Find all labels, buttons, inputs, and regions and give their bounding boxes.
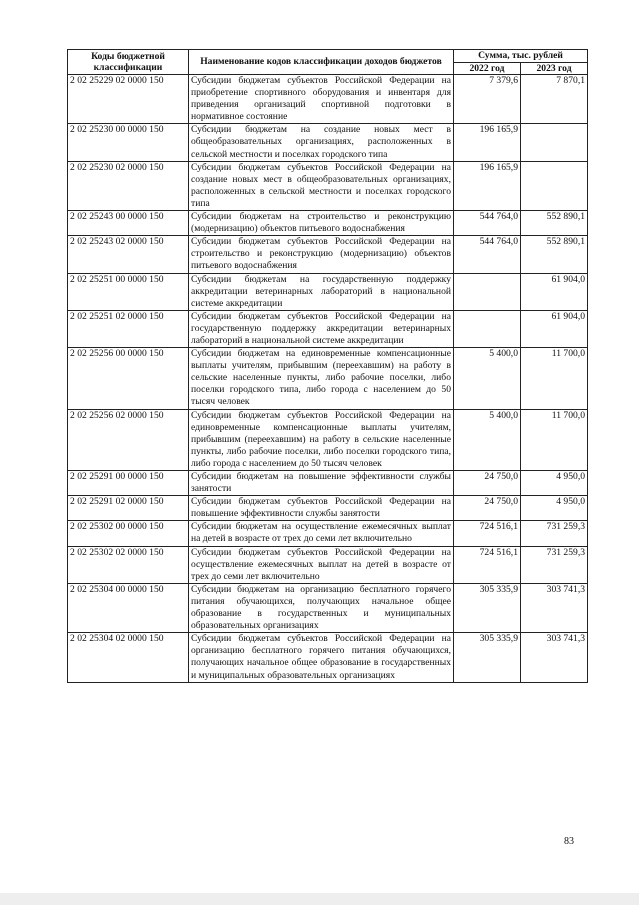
name-cell: Субсидии бюджетам на повышение эффективности службы занятости <box>189 471 454 496</box>
scan-bottom-edge <box>0 893 639 905</box>
amount-2022-cell: 196 165,9 <box>454 161 521 210</box>
amount-2023-cell: 4 950,0 <box>521 496 588 521</box>
table-row <box>68 546 588 583</box>
table-row <box>68 273 588 310</box>
name-cell: Субсидии бюджетам на строительство и реконструкцию (модернизацию) объектов питьевого водоснабжения <box>189 211 454 236</box>
amount-2022-cell: 544 764,0 <box>454 211 521 236</box>
header-names: Наименование кодов классификации доходов бюджетов <box>189 50 454 75</box>
table-row <box>68 310 588 347</box>
table-row <box>68 633 588 682</box>
amount-2022-cell: 724 516,1 <box>454 521 521 546</box>
amount-2023-cell: 731 259,3 <box>521 546 588 583</box>
amount-2023-cell: 7 870,1 <box>521 75 588 124</box>
amount-2023-cell: 303 741,3 <box>521 633 588 682</box>
name-cell: Субсидии бюджетам субъектов Российской Федерации на повышение эффективности службы занятости <box>189 496 454 521</box>
amount-2022-cell: 5 400,0 <box>454 348 521 409</box>
code-cell: 2 02 25251 00 0000 150 <box>68 273 189 310</box>
amount-2023-cell: 4 950,0 <box>521 471 588 496</box>
name-cell: Субсидии бюджетам субъектов Российской Федерации на приобретение спортивного оборудования и инвентаря для приведения организаций спортивной подготовки в нормативное состояние <box>189 75 454 124</box>
amount-2023-cell: 61 904,0 <box>521 310 588 347</box>
code-cell: 2 02 25243 00 0000 150 <box>68 211 189 236</box>
name-cell: Субсидии бюджетам на единовременные компенсационные выплаты учителям, прибывшим (переехавшим) на работу в сельские населенные пункты, либо рабочие поселки, либо поселки городского типа, либо города с населением до 50 тысяч человек <box>189 348 454 409</box>
name-cell: Субсидии бюджетам субъектов Российской Федерации на строительство и реконструкцию (модернизацию) объектов питьевого водоснабжения <box>189 236 454 273</box>
code-cell: 2 02 25230 00 0000 150 <box>68 124 189 161</box>
amount-2022-cell: 724 516,1 <box>454 546 521 583</box>
budget-revenue-table <box>67 49 588 683</box>
amount-2023-cell: 552 890,1 <box>521 211 588 236</box>
name-cell: Субсидии бюджетам субъектов Российской Федерации на осуществление ежемесячных выплат на детей в возрасте от трех до семи лет включительно <box>189 546 454 583</box>
name-cell: Субсидии бюджетам субъектов Российской Федерации на создание новых мест в общеобразовательных организациях, расположенных в сельской местности и поселках городского типа <box>189 161 454 210</box>
name-cell: Субсидии бюджетам на организацию бесплатного горячего питания обучающихся, получающих начальное общее образование в государственных и муниципальных образовательных организациях <box>189 583 454 632</box>
code-cell: 2 02 25256 02 0000 150 <box>68 409 189 470</box>
amount-2022-cell: 24 750,0 <box>454 471 521 496</box>
code-cell: 2 02 25302 00 0000 150 <box>68 521 189 546</box>
table-row <box>68 496 588 521</box>
table-row <box>68 236 588 273</box>
amount-2023-cell: 552 890,1 <box>521 236 588 273</box>
table-row <box>68 124 588 161</box>
code-cell: 2 02 25230 02 0000 150 <box>68 161 189 210</box>
amount-2023-cell: 731 259,3 <box>521 521 588 546</box>
name-cell: Субсидии бюджетам субъектов Российской Федерации на организацию бесплатного горячего питания обучающихся, получающих начальное общее образование в государственных и муниципальных образовательных организациях <box>189 633 454 682</box>
amount-2022-cell: 196 165,9 <box>454 124 521 161</box>
amount-2022-cell <box>454 310 521 347</box>
amount-2022-cell: 305 335,9 <box>454 633 521 682</box>
code-cell: 2 02 25302 02 0000 150 <box>68 546 189 583</box>
amount-2022-cell <box>454 273 521 310</box>
header-sum: Сумма, тыс. рублей <box>454 50 588 63</box>
table-row <box>68 211 588 236</box>
name-cell: Субсидии бюджетам субъектов Российской Федерации на единовременные компенсационные выплаты учителям, прибывшим (переехавшим) на работу в сельские населенные пункты, либо рабочие поселки, либо поселки городского типа, либо города с населением до 50 тысяч человек <box>189 409 454 470</box>
amount-2022-cell: 544 764,0 <box>454 236 521 273</box>
code-cell: 2 02 25229 02 0000 150 <box>68 75 189 124</box>
amount-2023-cell: 11 700,0 <box>521 348 588 409</box>
code-cell: 2 02 25304 00 0000 150 <box>68 583 189 632</box>
amount-2023-cell: 61 904,0 <box>521 273 588 310</box>
code-cell: 2 02 25291 02 0000 150 <box>68 496 189 521</box>
table-row <box>68 409 588 470</box>
code-cell: 2 02 25256 00 0000 150 <box>68 348 189 409</box>
table-header-row <box>68 50 588 63</box>
name-cell: Субсидии бюджетам на государственную поддержку аккредитации ветеринарных лабораторий в национальной системе аккредитации <box>189 273 454 310</box>
name-cell: Субсидии бюджетам на создание новых мест в общеобразовательных организациях, расположенных в сельской местности и поселках городского типа <box>189 124 454 161</box>
header-year-2023: 2023 год <box>521 62 588 75</box>
amount-2022-cell: 305 335,9 <box>454 583 521 632</box>
table-row <box>68 161 588 210</box>
header-year-2022: 2022 год <box>454 62 521 75</box>
header-codes: Коды бюджетной классификации <box>68 50 189 75</box>
amount-2022-cell: 24 750,0 <box>454 496 521 521</box>
amount-2022-cell: 5 400,0 <box>454 409 521 470</box>
amount-2023-cell: 11 700,0 <box>521 409 588 470</box>
amount-2022-cell: 7 379,6 <box>454 75 521 124</box>
table-body <box>68 75 588 683</box>
table-row <box>68 471 588 496</box>
page-number: 83 <box>564 836 574 847</box>
amount-2023-cell: 303 741,3 <box>521 583 588 632</box>
name-cell: Субсидии бюджетам субъектов Российской Федерации на государственную поддержку аккредитации ветеринарных лабораторий в национальной системе аккредитации <box>189 310 454 347</box>
name-cell: Субсидии бюджетам на осуществление ежемесячных выплат на детей в возрасте от трех до семи лет включительно <box>189 521 454 546</box>
table-row <box>68 583 588 632</box>
code-cell: 2 02 25304 02 0000 150 <box>68 633 189 682</box>
code-cell: 2 02 25251 02 0000 150 <box>68 310 189 347</box>
amount-2023-cell <box>521 161 588 210</box>
code-cell: 2 02 25243 02 0000 150 <box>68 236 189 273</box>
amount-2023-cell <box>521 124 588 161</box>
table-row <box>68 348 588 409</box>
table-row <box>68 75 588 124</box>
table-row <box>68 521 588 546</box>
code-cell: 2 02 25291 00 0000 150 <box>68 471 189 496</box>
